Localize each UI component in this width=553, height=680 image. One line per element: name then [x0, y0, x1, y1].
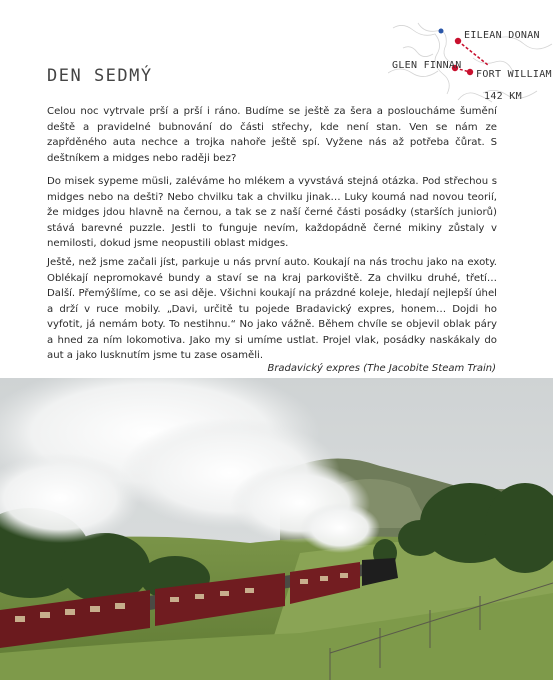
paragraph-2: Do misek sypeme müsli, zaléváme ho mlékem a vyvstává stejná otázka. Pod střechou s midges nebo na dešti? Nebo chvilku tak a chvilku jinak… Luky koumá nad novou teorií, že midges jdou hlavně na černou, a tak se z naší černé části posádky (starších juniorů) stává barevné puzzle. Jestli to funguje nevím, každopádně černé mikiny zůstaly v nemilosti, dokud jsme neopustili oblast midges. [47, 176, 497, 249]
eilean-donan-marker [455, 38, 461, 44]
label-glen-finnan: GLEN FINNAN [392, 60, 462, 71]
fort-william-marker [467, 69, 473, 75]
route-map [388, 18, 553, 113]
train-photo [0, 378, 553, 680]
distance-label: 142 KM [484, 91, 522, 102]
label-fort-william: FORT WILLIAM [476, 69, 552, 80]
label-eilean-donan: EILEAN DONAN [464, 30, 540, 41]
photo-caption: Bradavický expres (The Jacobite Steam Train) [267, 363, 496, 374]
chapter-title: DEN SEDMÝ [47, 66, 153, 86]
paragraph-1: Celou noc vytrvale prší a prší i ráno. Budíme se ještě za šera a posloucháme šumění deště a pravidelné bubnování do části střechy, kde není stan. Ven se nám ze zapřděného auta nechce a trojka nahoře ještě spí. Vyžene nás až potřeba čůrat. S deštníkem a midges nebo raději bez? [47, 106, 497, 164]
start-marker [439, 29, 444, 34]
train-photo-drawing [0, 378, 553, 680]
route-line-north [458, 41, 488, 65]
paragraph-3: Ještě, než jsme začali jíst, parkuje u nás první auto. Koukají na nás trochu jako na exoty. Oblékají nepromokavé bundy a staví se na kraj parkoviště. Za chvilku druhé, třetí… Další. Přemýšlíme, co se asi děje. Všichni koukají na prázdné koleje, hledají nejlepší úhel a drží v ruce mobily. „Davi, určitě tu pojede Bradavický expres, honem… Dojdi ho vyfotit, já nemám boty. To nestihnu.“ No jako vážně. Během chvíle se objevil oblak páry a hned za ním lokomotiva. Jako my si umíme ustlat. Projel vlak, posádky naskákaly do aut a jako lusknutím jsme tu zase osaměli. [47, 257, 497, 361]
